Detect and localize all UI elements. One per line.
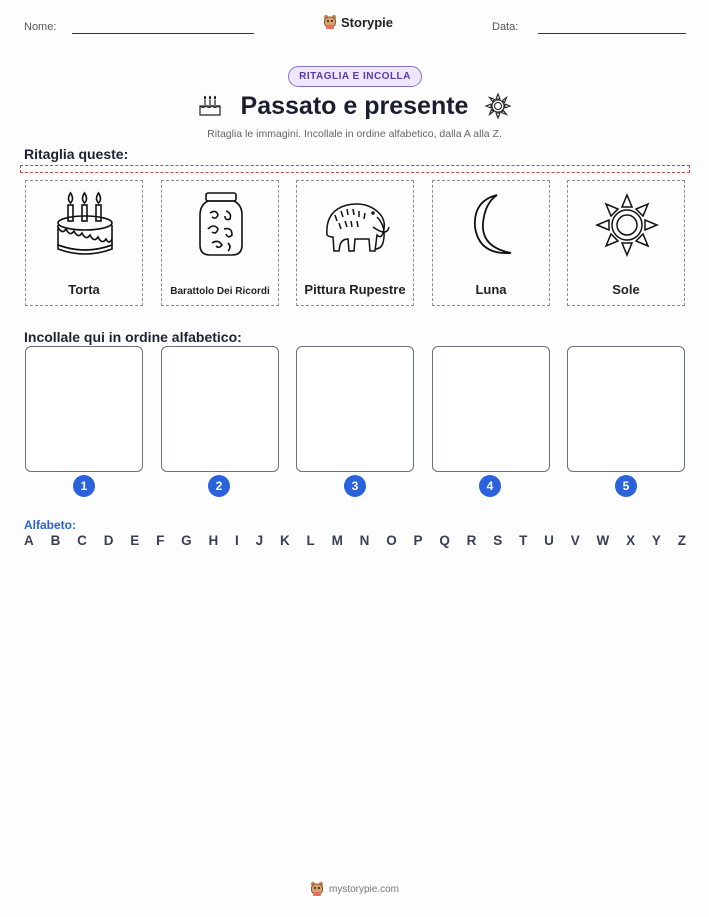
alphabet-letter: W [596,533,610,548]
alphabet-letter: D [103,533,114,548]
paste-slot-4[interactable] [432,346,550,472]
instructions: Ritaglia le immagini. Incollale in ordine alfabetico, dalla A alla Z. [207,128,502,140]
cut-card-sole[interactable] [567,180,685,306]
alphabet-letter: X [626,533,636,548]
sun-icon [592,189,662,261]
date-label: Data: [492,21,519,33]
jar-icon [186,189,256,261]
alphabet-letter: A [24,533,34,548]
alphabet-letter: R [466,533,477,548]
paste-slot-3[interactable] [296,346,414,472]
card-label: Barattolo Dei Ricordi [170,286,270,297]
slot-number-3: 3 [344,475,366,497]
cut-line [20,165,690,173]
cut-card-luna[interactable] [432,180,550,306]
alphabet-letter: L [306,533,315,548]
slot-number-5: 5 [615,475,637,497]
alphabet-letter: F [156,533,165,548]
moon-icon [457,189,527,261]
alphabet-letter: I [235,533,239,548]
name-line[interactable] [72,33,254,34]
alphabet-letter: K [279,533,290,548]
alphabet-letter: C [77,533,87,548]
paste-slot-1[interactable] [25,346,143,472]
brand-name: Storypie [341,14,394,30]
card-label: Pittura Rupestre [304,282,406,297]
slot-number-4: 4 [479,475,501,497]
alphabet-row [24,533,686,548]
page-title: Passato e presente [240,92,469,120]
alphabet-letter: J [255,533,264,548]
cut-card-torta[interactable] [25,180,143,306]
alphabet-letter: N [359,533,370,548]
alphabet-letter: O [386,533,397,548]
alphabet-letter: V [570,533,580,548]
alphabet-letter: Q [439,533,450,548]
cake-icon [50,189,120,261]
cut-card-pittura-rupestre[interactable] [296,180,414,306]
cut-heading: Ritaglia queste: [24,146,129,162]
card-label: Torta [68,282,100,297]
cut-card-barattolo-dei-ricordi[interactable] [161,180,279,306]
alphabet-letter: P [413,533,423,548]
date-line[interactable] [538,33,686,34]
slot-number-1: 1 [73,475,95,497]
storypie-mascot-icon [310,881,324,897]
paste-slot-2[interactable] [161,346,279,472]
activity-badge: RITAGLIA E INCOLLA [288,66,422,87]
alphabet-letter: G [181,533,192,548]
alphabet-letter: H [208,533,219,548]
alphabet-letter: S [493,533,503,548]
paste-heading: Incollale qui in ordine alfabetico: [24,329,242,345]
alphabet-letter: Y [651,533,661,548]
alphabet-letter: M [331,533,343,548]
mammoth-icon [321,189,391,261]
alphabet-letter: T [519,533,528,548]
brand-logo [323,14,393,30]
sun-icon [484,92,512,120]
card-label: Sole [612,282,640,297]
alphabet-letter: B [50,533,61,548]
footer-url[interactable]: mystorypie.com [328,883,399,895]
card-label: Luna [475,282,507,297]
alphabet-letter: E [130,533,140,548]
storypie-mascot-icon [323,14,337,30]
slot-number-2: 2 [208,475,230,497]
paste-slot-5[interactable] [567,346,685,472]
alphabet-letter: U [544,533,554,548]
footer [0,881,709,897]
alphabet-title: Alfabeto: [24,518,76,532]
name-label: Nome: [24,21,57,33]
alphabet-letter: Z [677,533,686,548]
